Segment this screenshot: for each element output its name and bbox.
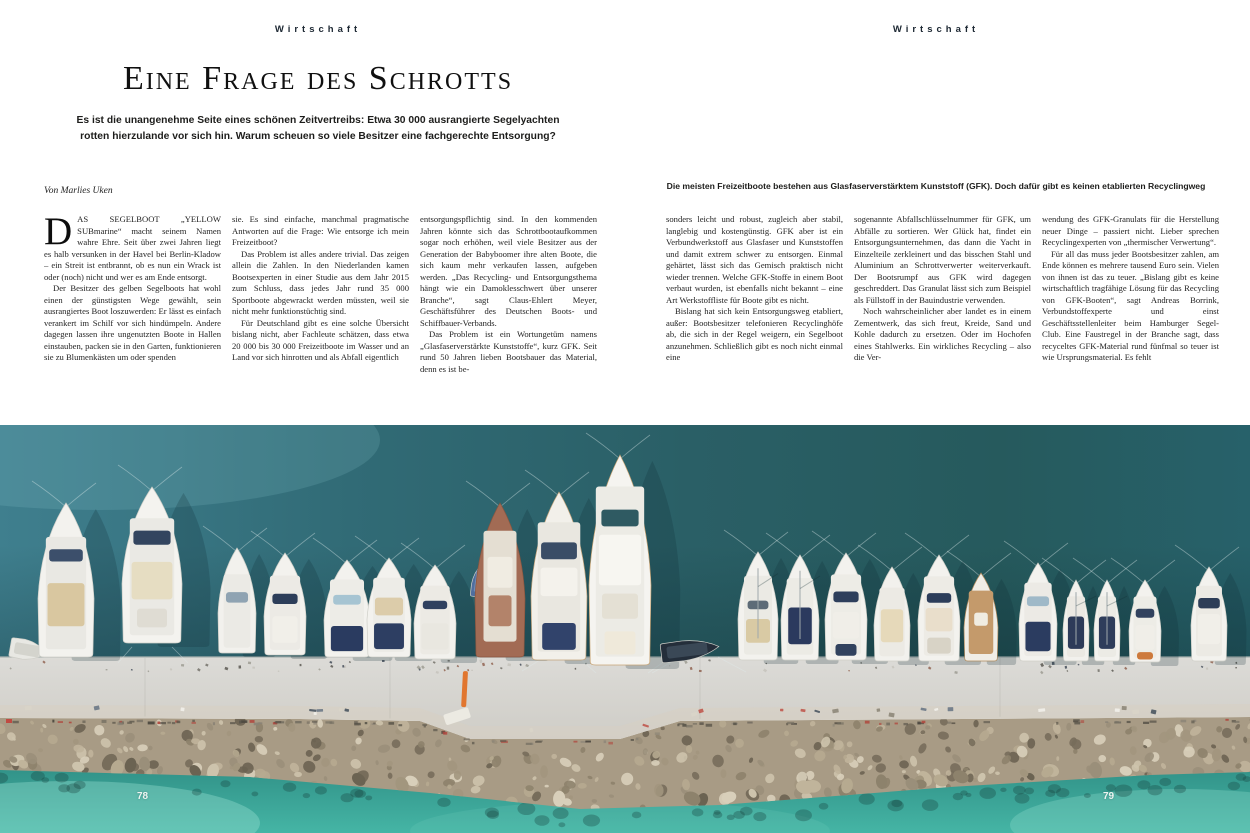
paragraph: Das Problem ist alles andere trivial. Das zeigen allein die Zahlen. In den Niederlanden kamen Bootsexperten in einer Studie aus dem Jahr 2015 zum Schluss, dass jedes Jahr rund 35 000 Sportboote abgewrackt werden müssten, weil sie nicht mehr funktionstüchtig sind. [232, 248, 409, 316]
article-title: Eine Frage des Schrotts [122, 60, 514, 97]
paragraph: sonders leicht und robust, zugleich aber stabil, langlebig und kostengünstig. GFK aber ist ein Verbundwerkstoff aus Glasfaser und Kunststoffen und damit extrem schwer zu entsorgen. Einmal gehärtet, lässt sich das Gemisch praktisch nicht wieder trennen. Welche GFK-Stoffe in einem Boot verbaut wurden, ist ebenfalls nicht bekannt – eine Art Werkstoffliste für Boote gibt es nicht. [666, 214, 843, 305]
paragraph: wendung des GFK-Granulats für die Herstellung neuer Dinge – passiert nicht. Lieber sprechen Recyclingexperten von „thermischer Verwertung“. [1042, 214, 1219, 247]
page-number-left: 78 [137, 791, 149, 802]
byline: Von Marlies Uken [44, 186, 113, 196]
paragraph: Der Besitzer des gelben Segelboots hat wohl einen der günstigsten Wege gewählt, sein ausrangiertes Boot loszuwerden: Er lässt es einfach verankert im Schilf vor sich hindümpeln. Andere dagegen lassen ihre ungenutzten Boote in Hallen einstauben, packen sie in den Garten, funktionieren sie zu Blumenkästen um oder spenden [44, 283, 221, 362]
column-1 [44, 214, 221, 412]
marina-aerial-svg [0, 425, 1250, 833]
column-6 [1042, 214, 1219, 412]
section-label-left: Wirtschaft [274, 24, 362, 35]
column-5 [854, 214, 1031, 412]
text-columns-left [44, 214, 597, 412]
photo-caption: Die meisten Freizeitboote bestehen aus Glasfaserverstärktem Kunststoff (GFK). Doch dafür gibt es keinen etablierten Recyclingweg [666, 181, 1206, 191]
subtitle-line-2: rotten hierzulande vor sich hin. Warum scheuen so viele Besitzer eine fachgerechte Entsorgung? [80, 130, 556, 142]
paragraph: sogenannte Abfallschlüsselnummer für GFK, um Abfälle zu sortieren. Wer Glück hat, findet ein Entsorgungsunternehmen, das dann die Yacht in Einzelteile zerkleinert und das bisschen Stahl und Aluminium an Schrottverwerter weiterverkauft. Der Bootsrumpf aus GFK wird dagegen geschreddert. Das Granulat lässt sich zum Beispiel als Füllstoff in der Bauindustrie verwenden. [854, 214, 1031, 305]
paragraph: Für Deutschland gibt es eine solche Übersicht bislang nicht, aber Fachleute schätzen, dass etwa 20 000 bis 30 000 Freizeitboote im Wasser und an Land vor sich hinrotten und als Abfall eigentlich [232, 317, 409, 362]
subtitle-line-1: Es ist die unangenehme Seite eines schönen Zeitvertreibs: Etwa 30 000 ausrangierte Segelyachten [76, 115, 560, 126]
paragraph: Noch wahrscheinlicher aber landet es in einem Zementwerk, das sich freut, Kreide, Sand und Kohle dadurch zu ersetzen. Oder im Hochofen eines Stahlwerks. Ein wirkliches Recycling – also die Ver- [854, 306, 1031, 362]
paragraph: entsorgungspflichtig sind. In den kommenden Jahren könnte sich das Schrottbootaufkommen sogar noch erhöhen, weil viele Besitzer aus der Generation der Babyboomer ihre alten Boote, die sich kaum mehr verkaufen lassen, aufgeben werden. „Das Recycling- und Entsorgungsthema hängt wie ein Damoklesschwert über unserer Branche“, sagt Claus-Ehlert Meyer, Geschäftsführer des Deutschen Boots- und Schiffbauer-Verbands. [420, 214, 597, 328]
section-label-right: Wirtschaft [892, 24, 980, 35]
column-2 [232, 214, 409, 412]
page-number-right: 79 [1103, 791, 1115, 802]
article-subtitle [40, 113, 596, 144]
column-3 [420, 214, 597, 412]
paragraph: Für all das muss jeder Bootsbesitzer zahlen, am Ende können es mehrere tausend Euro sein. Vielen von ihnen ist das zu teuer. „Bislang gibt es keine wirtschaftlich tragfähige Lösung für das Recycling von GFK-Booten“, sagt Andreas Borrink, Verbundstoffexperte und einst Geschäftsstellenleiter beim Hamburger Segel-Club. Eine Faustregel in der Branche sagt, dass recyceltes GFK-Material rund fünfmal so teuer ist wie Ursprungsmaterial. Es fehlt [1042, 248, 1219, 362]
paragraph: Bislang hat sich kein Entsorgungsweg etabliert, außer: Bootsbesitzer telefonieren Recyclinghöfe ab, die sich in der Regel weigern, ein Segelboot anzunehmen. Schließlich gibt es noch nicht einmal eine [666, 306, 843, 362]
paragraph: sie. Es sind einfache, manchmal pragmatische Antworten auf die Frage: Wie entsorge ich mein Freizeitboot? [232, 214, 409, 247]
marina-photo [0, 425, 1250, 833]
paragraph: Das Problem ist ein Wortungetüm namens „Glasfaserverstärkte Kunststoffe“, kurz GFK. Seit rund 50 Jahren lieben Bootsbauer das Material, denn es ist be- [420, 329, 597, 374]
column-4 [666, 214, 843, 412]
text-columns-right [666, 214, 1219, 412]
paragraph: DAS SEGELBOOT „YELLOW SUBmarine“ macht seinem Namen wahre Ehre. Seit über zwei Jahren liegt es halb versunken in der Havel bei Berlin-Kladow – ein Streit ist entbrannt, ob es nun ein Wrack ist oder (noch) nicht und wer es am Ende entsorgt. [44, 214, 221, 282]
